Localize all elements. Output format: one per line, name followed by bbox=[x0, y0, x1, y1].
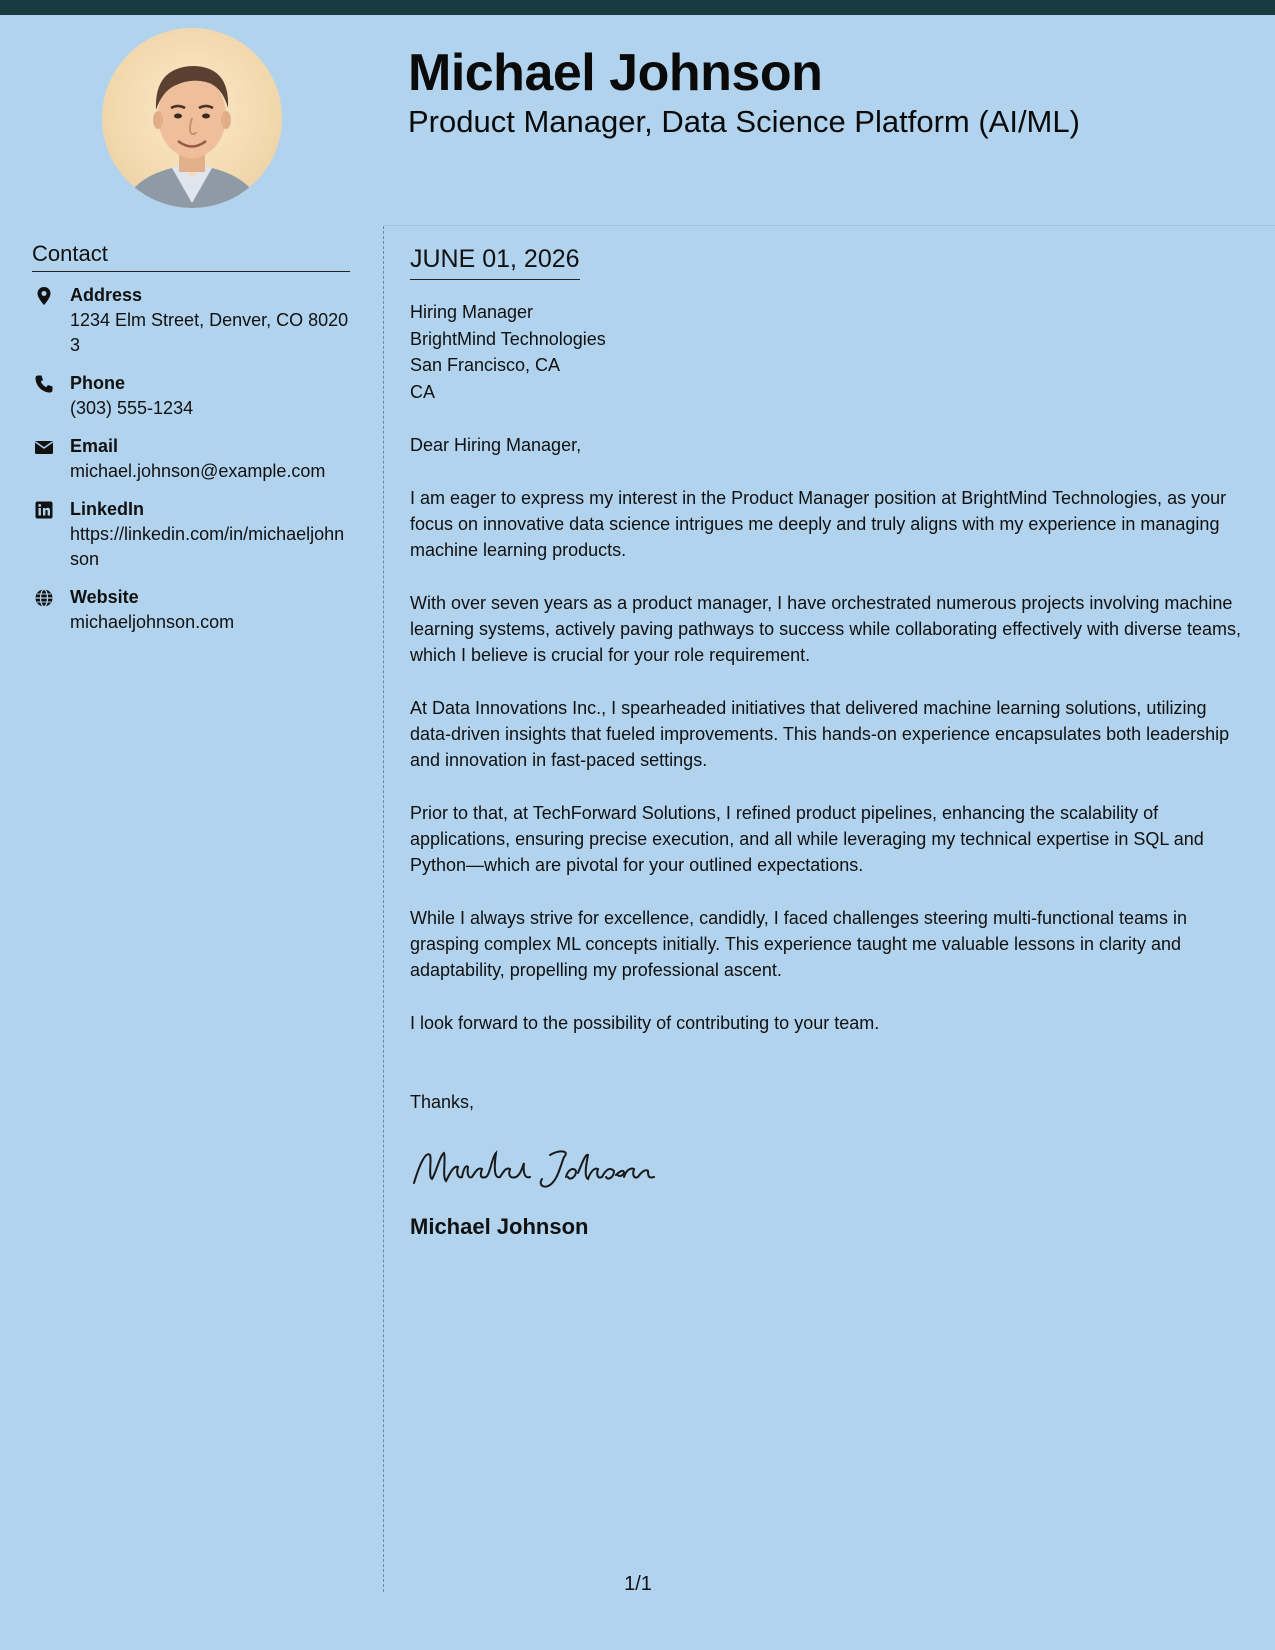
candidate-title: Product Manager, Data Science Platform (AI/ML) bbox=[408, 104, 1080, 139]
contact-heading: Contact bbox=[32, 240, 350, 272]
globe-icon bbox=[34, 588, 54, 608]
contact-label: Phone bbox=[70, 373, 126, 393]
phone-icon bbox=[34, 374, 54, 394]
contact-item-email bbox=[32, 434, 352, 484]
envelope-icon bbox=[34, 437, 54, 457]
contact-item-phone bbox=[32, 371, 352, 421]
contact-value: michael.johnson@example.com bbox=[70, 461, 326, 481]
profile-photo bbox=[102, 28, 282, 208]
contact-item-website bbox=[32, 585, 352, 635]
contact-value: michaeljohnson.com bbox=[70, 612, 235, 632]
contact-value: 1234 Elm Street, Denver, CO 80203 bbox=[70, 310, 349, 355]
linkedin-icon bbox=[34, 500, 54, 520]
recipient-line: San Francisco, CA bbox=[410, 355, 561, 375]
recipient-line: CA bbox=[410, 381, 436, 402]
letter-paragraph: I look forward to the possibility of contributing to your team. bbox=[410, 1013, 880, 1033]
letter-body bbox=[410, 244, 1250, 1241]
letter-paragraph: While I always strive for excellence, candidly, I faced challenges steering multi-functional teams in grasping complex ML concepts initially. This experience taught me valuable lessons in clarity and adaptability, propelling my professional ascent. bbox=[410, 908, 1188, 980]
letter-paragraph: With over seven years as a product manager, I have orchestrated numerous projects involving machine learning systems, actively paving pathways to success while collaborating effectively with diverse teams, which I believe is crucial for your role requirement. bbox=[410, 593, 1242, 665]
contact-label: Website bbox=[70, 587, 139, 607]
letter-paragraph: Prior to that, at TechForward Solutions, I refined product pipelines, enhancing the scalability of applications, ensuring precise execution, and all while leveraging my technical expertise in SQL and Python—which are pivotal for your outlined expectations. bbox=[410, 803, 1204, 875]
contact-value: (303) 555-1234 bbox=[70, 398, 194, 418]
letter-paragraph: At Data Innovations Inc., I spearheaded initiatives that delivered machine learning solutions, utilizing data-driven insights that fueled improvements. This hands-on experience encapsulates both leadership and innovation in fast-paced settings. bbox=[410, 698, 1230, 770]
letter-paragraph: I am eager to express my interest in the Product Manager position at BrightMind Technologies, as your focus on innovative data science intrigues me deeply and truly aligns with my experience in managing machine learning products. bbox=[410, 488, 1227, 560]
recipient-line: BrightMind Technologies bbox=[410, 328, 606, 349]
column-divider bbox=[383, 226, 384, 1592]
contact-label: Address bbox=[70, 285, 143, 305]
contact-label: LinkedIn bbox=[70, 499, 145, 519]
contact-item-address bbox=[32, 283, 352, 358]
contact-list bbox=[32, 283, 352, 648]
closing: Thanks, bbox=[410, 1092, 475, 1112]
top-accent-bar bbox=[0, 0, 1275, 15]
letter-date: JUNE 01, 2026 bbox=[410, 244, 580, 280]
candidate-name: Michael Johnson bbox=[408, 44, 823, 102]
page-number: 1/1 bbox=[624, 1573, 652, 1595]
header-divider bbox=[384, 225, 1275, 226]
handwritten-signature bbox=[410, 1143, 1250, 1193]
contact-value: https://linkedin.com/in/michaeljohnson bbox=[70, 524, 345, 569]
recipient-block bbox=[410, 299, 1250, 405]
salutation: Dear Hiring Manager, bbox=[410, 435, 582, 455]
recipient-line: Hiring Manager bbox=[410, 302, 534, 322]
contact-label: Email bbox=[70, 436, 119, 456]
signed-name: Michael Johnson bbox=[410, 1214, 589, 1239]
contact-item-linkedin bbox=[32, 497, 352, 572]
location-pin-icon bbox=[34, 286, 54, 306]
